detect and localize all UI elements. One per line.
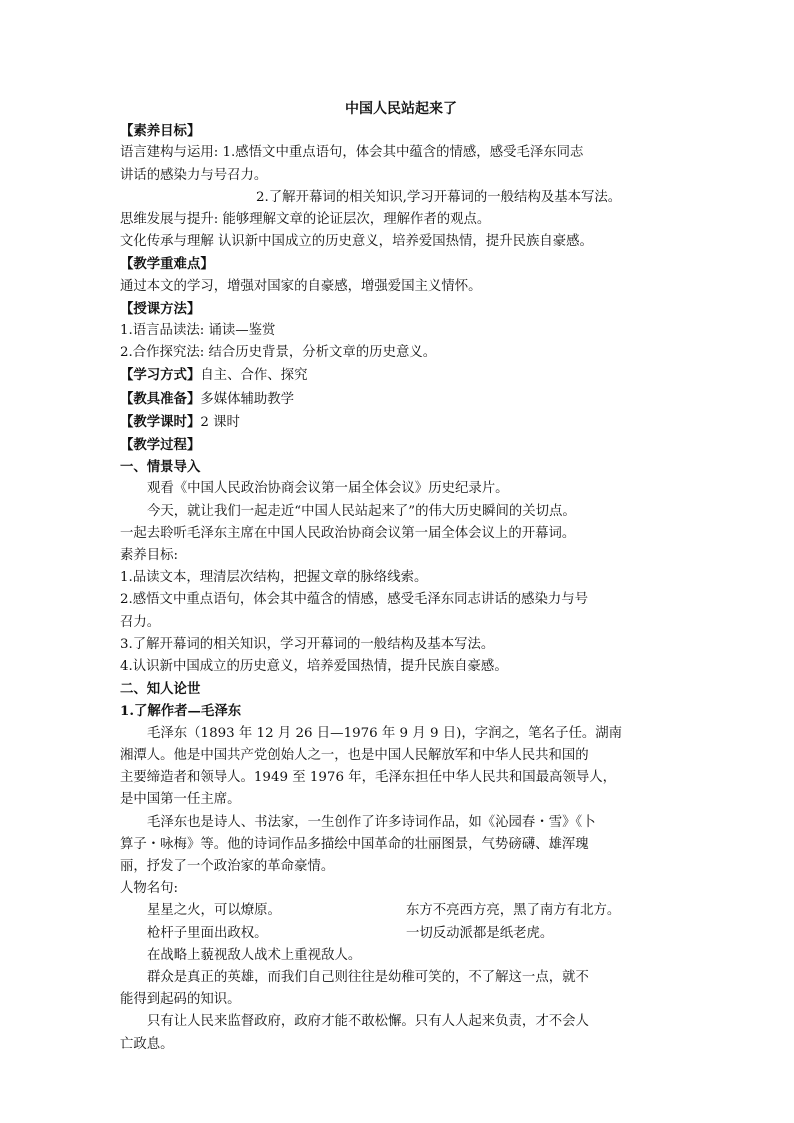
section-heading-methods: 【授课方法】	[120, 300, 201, 317]
goal-line: 讲话的感染力与号召力。	[120, 167, 268, 183]
bio-line: 湘潭人。他是中国共产党创始人之一，也是中国人民解放军和中华人民共和国的	[120, 747, 589, 763]
section-heading-key-points: 【教学重难点】	[120, 256, 214, 273]
paragraph: 今天，就让我们一起走近“中国人民站起来了”的伟大历史瞬间的关切点。	[147, 503, 576, 519]
goal-line: 2.了解开幕词的相关知识,学习开幕词的一般结构及基本写法。	[256, 189, 622, 205]
periods-line	[120, 411, 682, 434]
quote: 在战略上藐视敌人战术上重视敌人。	[147, 947, 362, 963]
quote: 东方不亮西方亮，黑了南方有北方。	[406, 903, 621, 919]
quote: 星星之火，可以燎原。	[147, 903, 281, 919]
quote: 亡政息。	[120, 1036, 174, 1052]
method-line: 2.合作探究法: 结合历史背景，分析文章的历史意义。	[120, 345, 437, 361]
materials-text: 多媒体辅助教学	[200, 391, 295, 407]
paragraph: 通过本文的学习，增强对国家的自豪感，增强爱国主义情怀。	[120, 278, 482, 294]
materials-line	[120, 388, 682, 411]
section-heading-materials: 【教具准备】	[120, 390, 201, 407]
section-heading-periods: 【教学课时】	[120, 413, 201, 430]
paragraph: 观看《中国人民政治协商会议第一届全体会议》历史纪录片。	[147, 481, 509, 497]
author-subheading: 1.了解作者—毛泽东	[120, 703, 242, 720]
goal-item: 2.感悟文中重点语句，体会其中蕴含的情感，感受毛泽东同志讲话的感染力与号	[120, 592, 589, 608]
learning-mode-text: 自主、合作、探究	[200, 368, 308, 384]
section-heading-process: 【教学过程】	[120, 437, 201, 454]
method-line: 1.语言品读法: 诵读—鉴赏	[120, 323, 276, 339]
bio-line: 主要缔造者和领导人。1949 至 1976 年，毛泽东担任中华人民共和国最高领导人，	[120, 770, 617, 786]
bio-line: 算子・咏梅》等。他的诗词作品多描绘中国革命的壮丽图景，气势磅礴、雄浑瑰	[120, 836, 589, 852]
goals-subheading: 素养目标:	[120, 548, 179, 564]
quote-row	[120, 923, 682, 945]
bio-line: 丽，抒发了一个政治家的革命豪情。	[120, 858, 335, 874]
quotes-subheading: 人物名句:	[120, 881, 179, 897]
bio-line: 毛泽东（1893 年 12 月 26 日—1976 年 9 月 9 日)，字润之，笔名子任。湖南	[147, 725, 623, 741]
goal-item: 1.品读文本，理清层次结构，把握文章的脉络线索。	[120, 570, 428, 586]
quote: 能得到起码的知识。	[120, 992, 241, 1008]
goal-line: 文化传承与理解 认识新中国成立的历史意义，培养爱国热情，提升民族自豪感。	[120, 234, 593, 250]
goal-item: 4.认识新中国成立的历史意义，培养爱国热情，提升民族自豪感。	[120, 659, 508, 675]
goal-line: 思维发展与提升: 能够理解文章的论证层次，理解作者的观点。	[120, 212, 491, 228]
section-heading-learning-mode: 【学习方式】	[120, 367, 201, 384]
goal-item: 3.了解开幕词的相关知识，学习开幕词的一般结构及基本写法。	[120, 636, 495, 652]
quote: 枪杆子里面出政权。	[147, 925, 268, 941]
paragraph: 一起去聆听毛泽东主席在中国人民政治协商会议第一届全体会议上的开幕词。	[120, 525, 576, 541]
section-heading-goals: 【素养目标】	[120, 123, 201, 140]
subsection-heading-author: 二、知人论世	[120, 681, 201, 698]
goal-item: 召力。	[120, 614, 161, 630]
goal-line: 语言建构与运用: 1.感悟文中重点语句，体会其中蕴含的情感，感受毛泽东同志	[120, 145, 584, 161]
periods-text: 2 课时	[200, 414, 240, 430]
document-page	[120, 98, 682, 1056]
learning-mode-line	[120, 364, 682, 387]
quote: 群众是真正的英雄，而我们自己则往往是幼稚可笑的，不了解这一点，就不	[147, 969, 589, 985]
quote: 只有让人民来监督政府，政府才能不敢松懈。只有人人起来负责，才不会人	[147, 1014, 589, 1030]
bio-line: 毛泽东也是诗人、书法家，一生创作了许多诗词作品，如《沁园春・雪》《卜	[147, 814, 596, 830]
quote: 一切反动派都是纸老虎。	[406, 925, 554, 941]
bio-line: 是中国第一任主席。	[120, 792, 241, 808]
quote-row	[120, 900, 682, 922]
subsection-heading-intro: 一、情景导入	[120, 459, 201, 476]
page-title: 中国人民站起来了	[345, 101, 457, 117]
